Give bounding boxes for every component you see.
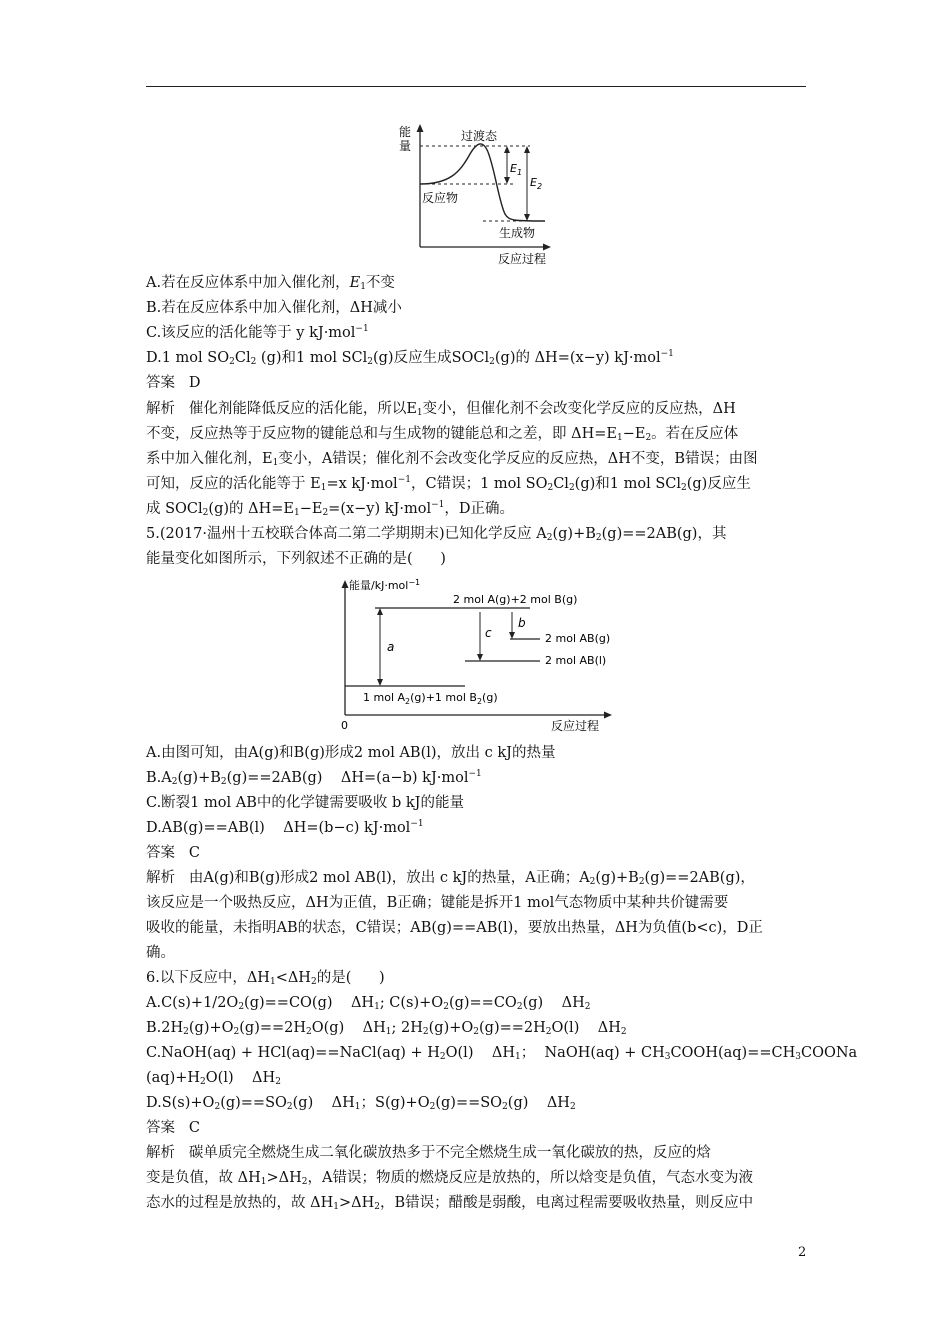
origin-label: 0: [341, 719, 348, 732]
q4-option-d: D.1 mol $SO_2Cl_2$ (g)和1 mol SCl$_2$(g)反应生成SOCl$_2$(g)的 ΔH=(x−y) kJ·mol$^{-1}$: [146, 349, 674, 367]
e1-label: E: [510, 162, 517, 175]
svg-text:E1: [510, 162, 522, 177]
energy-level-diagram: [335, 575, 625, 737]
q6-option-d: $D.S(s)+O_2(g)==SO_2(g)$ $\Delta H_1$；$S(g)+O_2(g)==SO_2(g)$ $\Delta H_2$: [146, 1095, 576, 1112]
e2-sub: 2: [536, 182, 543, 191]
q4-answer: 答案 D: [146, 375, 201, 391]
e2-label: E: [530, 176, 537, 189]
e1-sub: 1: [516, 168, 523, 177]
q4-option-c: C.该反应的活化能等于 y kJ·mol$^{-1}$: [146, 324, 369, 341]
q5-explanation-line: 解析 由A(g)和B(g)形成2 mol AB(l)，放出 c kJ的热量，A正确；$A_2(g)+B_2(g)==2AB(g)$，: [146, 870, 755, 887]
q5-stem: 5.(2017·温州十五校联合体高二第二学期期末)已知化学反应 $A_2(g)+B_2(g)==2AB(g)$，其: [146, 526, 727, 543]
transition-state-label: 过渡态: [461, 129, 498, 143]
svg-text:能量/kJ·mol−1: [349, 578, 420, 592]
level-top-label: 2 mol A(g)+2 mol B(g): [453, 593, 578, 606]
x-axis-label: 反应过程: [498, 252, 547, 266]
q5-explanation-line: 吸收的能量，未指明AB的状态，C错误；AB(g)==AB(l)，要放出热量，ΔH为负值(b<c)，D正: [146, 920, 763, 936]
q4-explanation-line: 解析 催化剂能降低反应的活化能，所以$E_1$变小，但催化剂不会改变化学反应的反应热，ΔH: [146, 401, 736, 418]
q6-explanation-line: 解析 碳单质完全燃烧生成二氧化碳放热多于不完全燃烧生成一氧化碳放的热，反应的焓: [146, 1145, 711, 1161]
level-bottom-label: 1 mol A: [363, 691, 406, 704]
q4-option-b: B.若在反应体系中加入催化剂，ΔH减小: [146, 300, 402, 316]
product-label: 生成物: [499, 226, 536, 240]
q6-stem: 6.以下反应中，$\Delta H_1<\Delta H_2$的是( ): [146, 970, 385, 987]
q6-option-c: C.NaOH(aq) + HCl(aq)==NaCl(aq) + $H_2O(l)$ $\Delta H_1$； NaOH(aq) + $CH_3COOH(aq)==CH_3COONa$: [146, 1045, 858, 1062]
q6-option-b: $B.2H_2(g)+O_2(g)==2H_2O(g)$ $\Delta H_1$; $2H_2(g)+O_2(g)==2H_2O(l)$ $\Delta H_2$: [146, 1020, 627, 1037]
q4-explanation-line: 系中加入催化剂，$E_1$变小，A错误；催化剂不会改变化学反应的反应热，ΔH不变，B错误；由图: [146, 451, 758, 468]
q6-explanation-line: 变是负值，故 $\Delta H_1>\Delta H_2$，A错误；物质的燃烧反应是放热的，所以焓变是负值，气态水变为液: [146, 1170, 753, 1187]
q5-explanation-line: 确。: [146, 945, 175, 961]
q4-explanation-line: 成 SOCl$_2$(g)的 $\Delta H=E_1-E_2=(x-y)$ kJ·mol$^{-1}$，D正确。: [146, 500, 515, 518]
page-number: 2: [798, 1245, 807, 1260]
q5-option-b: $B.A_2(g)+B_2(g)==2AB(g)$ ΔH=(a−b) kJ·mol$^{-1}$: [146, 769, 482, 787]
q6-option-a: $A.C(s)+1/2O_2(g)==CO(g)$ $\Delta H_1$; $C(s)+O_2(g)==CO_2(g)$ $\Delta H_2$: [146, 995, 591, 1012]
q6-answer: 答案 C: [146, 1120, 200, 1136]
energy-axis-label: 能量/kJ·mol: [349, 579, 409, 592]
level-ab-g-label: 2 mol AB(g): [545, 632, 611, 645]
svg-text:1 mol A2(g)+1 mol B2(g): 1 mol $A_2(g)+1$ mol $B_2(g)$: [363, 691, 498, 706]
header-rule: [146, 86, 806, 87]
q5-option-a: A.由图可知，由A(g)和B(g)形成2 mol AB(l)，放出 c kJ的热量: [146, 745, 556, 761]
reactant-label: 反应物: [422, 191, 459, 205]
q5-stem-line-2: 能量变化如图所示，下列叙述不正确的是( ): [146, 551, 446, 567]
energy-axis-label-sup: −1: [408, 578, 421, 587]
level-ab-l-label: 2 mol AB(l): [545, 654, 607, 667]
q5-explanation-line: 该反应是一个吸热反应，ΔH为正值，B正确；键能是拆开1 mol气态物质中某种共价键需要: [146, 895, 729, 911]
y-axis-label-1: 能: [399, 125, 412, 139]
energy-profile-diagram: [395, 122, 565, 268]
q4-explanation-line: 可知，反应的活化能等于 $E_1=x$ kJ·mol$^{-1}$，C错误；1 mol $SO_2Cl_2(g)$和1 mol SCl$_2$(g)反应生: [146, 475, 751, 493]
y-axis-label-2: 量: [399, 139, 412, 153]
q6-option-c-line-2: $(aq)+H_2O(l)$ $\Delta H_2$: [146, 1070, 281, 1087]
q5-option-d: D.AB(g)==AB(l) ΔH=(b−c) kJ·mol$^{-1}$: [146, 819, 424, 836]
q6-explanation-line: 态水的过程是放热的，故 $\Delta H_1>\Delta H_2$，B错误；醋酸是弱酸，电离过程需要吸收热量，则反应中: [146, 1195, 754, 1212]
q4-explanation-line: 不变，反应热等于反应物的键能总和与生成物的键能总和之差，即 $\Delta H=E_1-E_2$。若在反应体: [146, 426, 739, 443]
svg-text:E2: [530, 176, 542, 191]
q4-option-a: A.若在反应体系中加入催化剂，$E_1$不变: [146, 275, 395, 292]
process-axis-label: 反应过程: [551, 719, 600, 733]
arrow-a-label: a: [387, 640, 395, 654]
arrow-c-label: c: [485, 626, 492, 640]
q5-answer: 答案 C: [146, 845, 200, 861]
arrow-b-label: b: [518, 616, 526, 630]
q5-option-c: C.断裂1 mol AB中的化学键需要吸收 b kJ的能量: [146, 795, 464, 811]
